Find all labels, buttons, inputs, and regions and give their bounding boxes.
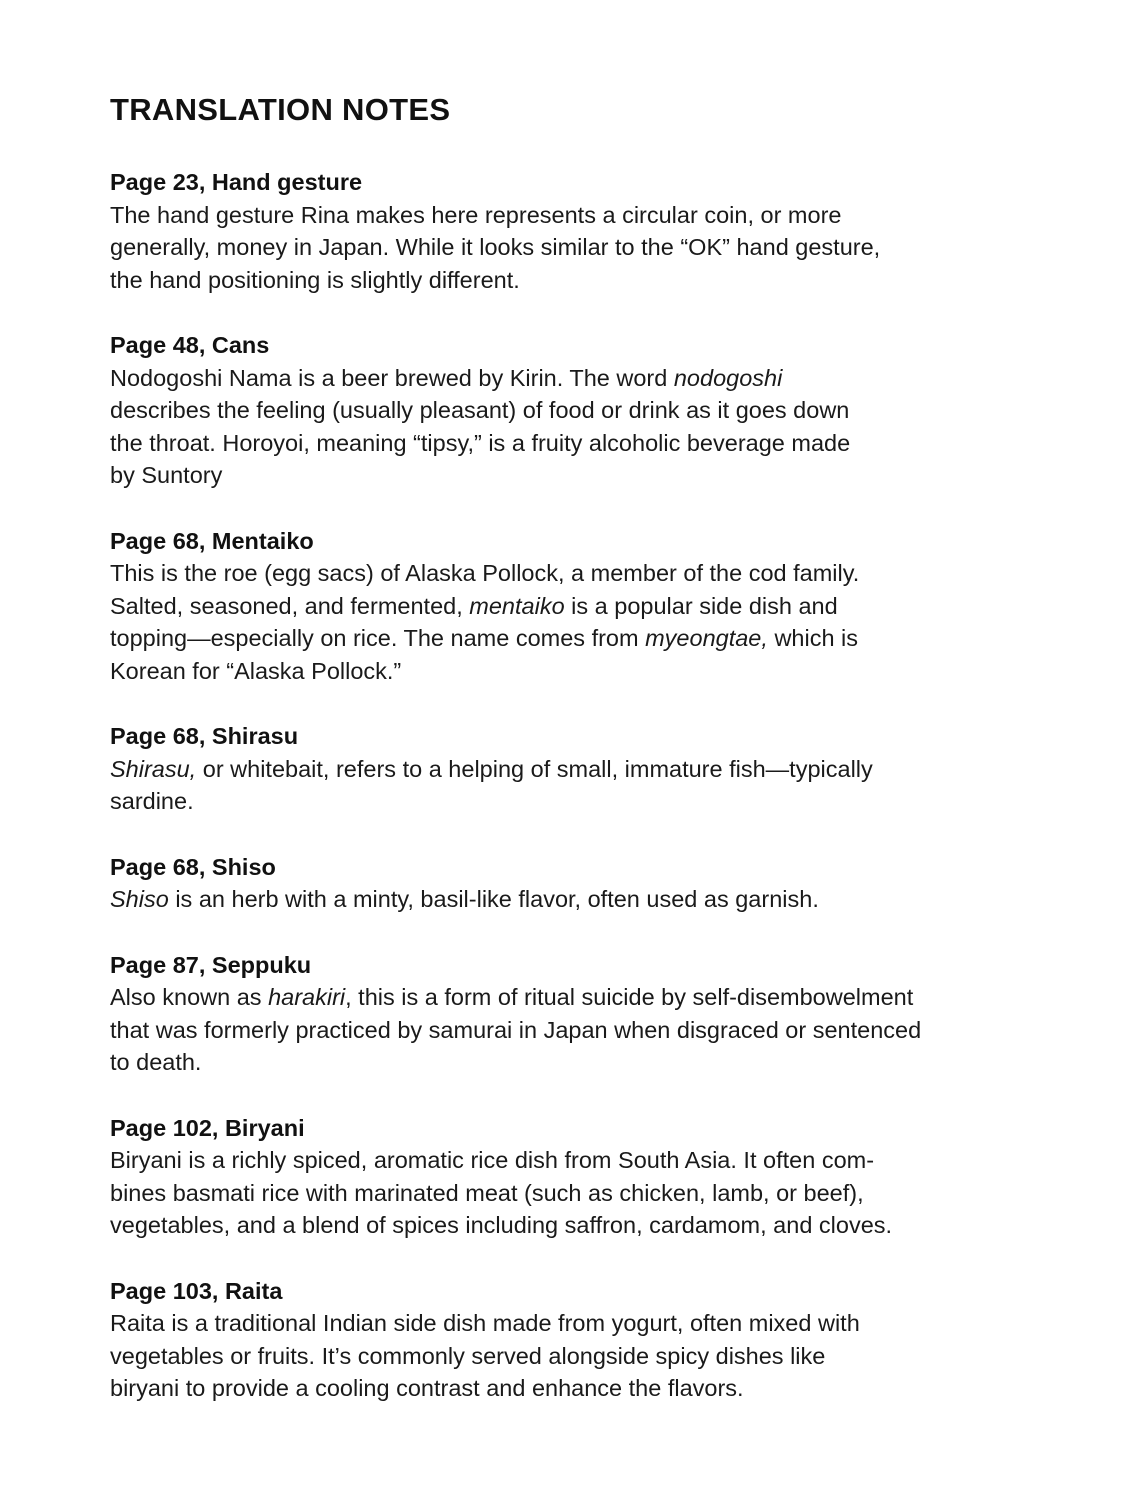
note-body <box>110 883 1050 916</box>
note-body <box>110 199 1050 297</box>
text-run: Also known as <box>110 984 269 1010</box>
italic-term: nodogoshi <box>673 364 783 391</box>
text-run: topping—especially on rice. The name comes from <box>110 625 646 651</box>
note-line <box>110 264 1050 297</box>
text-run: Nodogoshi Nama is a beer brewed by Kirin. The word <box>110 364 674 391</box>
document-page <box>110 88 1050 1438</box>
text-run: Raita is a traditional Indian side dish made from yogurt, often mixed with <box>110 1310 860 1336</box>
text-run: the hand positioning is slightly different. <box>110 266 520 293</box>
text-run: biryani to provide a cooling contrast and enhance the flavors. <box>110 1375 744 1401</box>
note-body <box>110 557 1050 687</box>
note-line <box>110 981 1050 1014</box>
text-run: is an herb with a minty, basil-like flavor, often used as garnish. <box>168 886 819 912</box>
note-line <box>110 1307 1050 1340</box>
note-line <box>110 1340 1050 1373</box>
note-line <box>110 1209 1050 1242</box>
note-line <box>110 883 1050 916</box>
italic-term: myeongtae, <box>645 625 768 651</box>
translation-note <box>110 720 1050 818</box>
italic-term: harakiri <box>268 984 346 1010</box>
text-run: is a popular side dish and <box>564 592 838 619</box>
note-line <box>110 231 1050 264</box>
italic-term: Shiso <box>110 886 169 912</box>
note-body <box>110 362 1050 492</box>
text-run: that was formerly practiced by samurai in Japan when disgraced or sentenced <box>110 1016 922 1043</box>
italic-term: Shirasu, <box>110 755 197 782</box>
note-heading: Page 87, Seppuku <box>110 951 312 978</box>
note-line <box>110 590 1050 623</box>
translation-note <box>110 329 1050 492</box>
text-run: which is <box>767 625 859 651</box>
note-line <box>110 427 1050 460</box>
note-body <box>110 981 1050 1079</box>
note-line <box>110 362 1050 395</box>
text-run: This is the roe (egg sacs) of Alaska Pollock, a member of the cod family. <box>110 560 860 586</box>
translation-note <box>110 851 1050 916</box>
text-run: the throat. Horoyoi, meaning “tipsy,” is a fruity alcoholic beverage made <box>110 429 851 456</box>
note-line <box>110 1014 1050 1047</box>
text-run: The hand gesture Rina makes here represents a circular coin, or more <box>110 201 842 228</box>
note-line <box>110 557 1050 590</box>
note-heading: Page 68, Shiso <box>110 853 276 880</box>
text-run: to death. <box>110 1049 202 1075</box>
note-line <box>110 655 1050 688</box>
note-heading: Page 102, Biryani <box>110 1114 305 1141</box>
text-run: vegetables, and a blend of spices including saffron, cardamom, and cloves. <box>110 1212 893 1238</box>
note-heading: Page 48, Cans <box>110 332 270 358</box>
translation-note <box>110 949 1050 1079</box>
note-line <box>110 753 1050 786</box>
note-line <box>110 622 1050 655</box>
note-line <box>110 199 1050 232</box>
note-line <box>110 785 1050 818</box>
text-run: bines basmati rice with marinated meat (such as chicken, lamb, or beef), <box>110 1179 864 1206</box>
note-line <box>110 1144 1050 1177</box>
italic-term: mentaiko <box>469 592 565 619</box>
note-line <box>110 1046 1050 1079</box>
note-body <box>110 753 1050 818</box>
text-run: describes the feeling (usually pleasant) of food or drink as it goes down <box>110 397 850 423</box>
translation-note <box>110 525 1050 688</box>
note-heading: Page 68, Shirasu <box>110 723 299 749</box>
text-run: , this is a form of ritual suicide by self-disembowelment <box>345 984 914 1010</box>
text-run: or whitebait, refers to a helping of small, immature fish—typically <box>196 755 873 782</box>
text-run: generally, money in Japan. While it looks similar to the “OK” hand gesture, <box>110 234 881 260</box>
note-heading: Page 68, Mentaiko <box>110 527 314 554</box>
translation-note <box>110 1112 1050 1242</box>
note-line <box>110 394 1050 427</box>
text-run: by Suntory <box>110 462 223 488</box>
translation-note <box>110 166 1050 296</box>
text-run: Biryani is a richly spiced, aromatic rice dish from South Asia. It often com- <box>110 1147 875 1173</box>
translation-note <box>110 1275 1050 1405</box>
text-run: sardine. <box>110 788 194 814</box>
note-line <box>110 459 1050 492</box>
note-body <box>110 1144 1050 1242</box>
text-run: Korean for “Alaska Pollock.” <box>110 657 402 684</box>
text-run: Salted, seasoned, and fermented, <box>110 592 470 619</box>
note-heading: Page 103, Raita <box>110 1277 283 1304</box>
note-heading: Page 23, Hand gesture <box>110 169 363 195</box>
note-line <box>110 1177 1050 1210</box>
note-body <box>110 1307 1050 1405</box>
note-line <box>110 1372 1050 1405</box>
text-run: vegetables or fruits. It’s commonly served alongside spicy dishes like <box>110 1342 826 1369</box>
page-title: TRANSLATION NOTES <box>110 92 451 127</box>
notes-list <box>110 166 1050 1405</box>
